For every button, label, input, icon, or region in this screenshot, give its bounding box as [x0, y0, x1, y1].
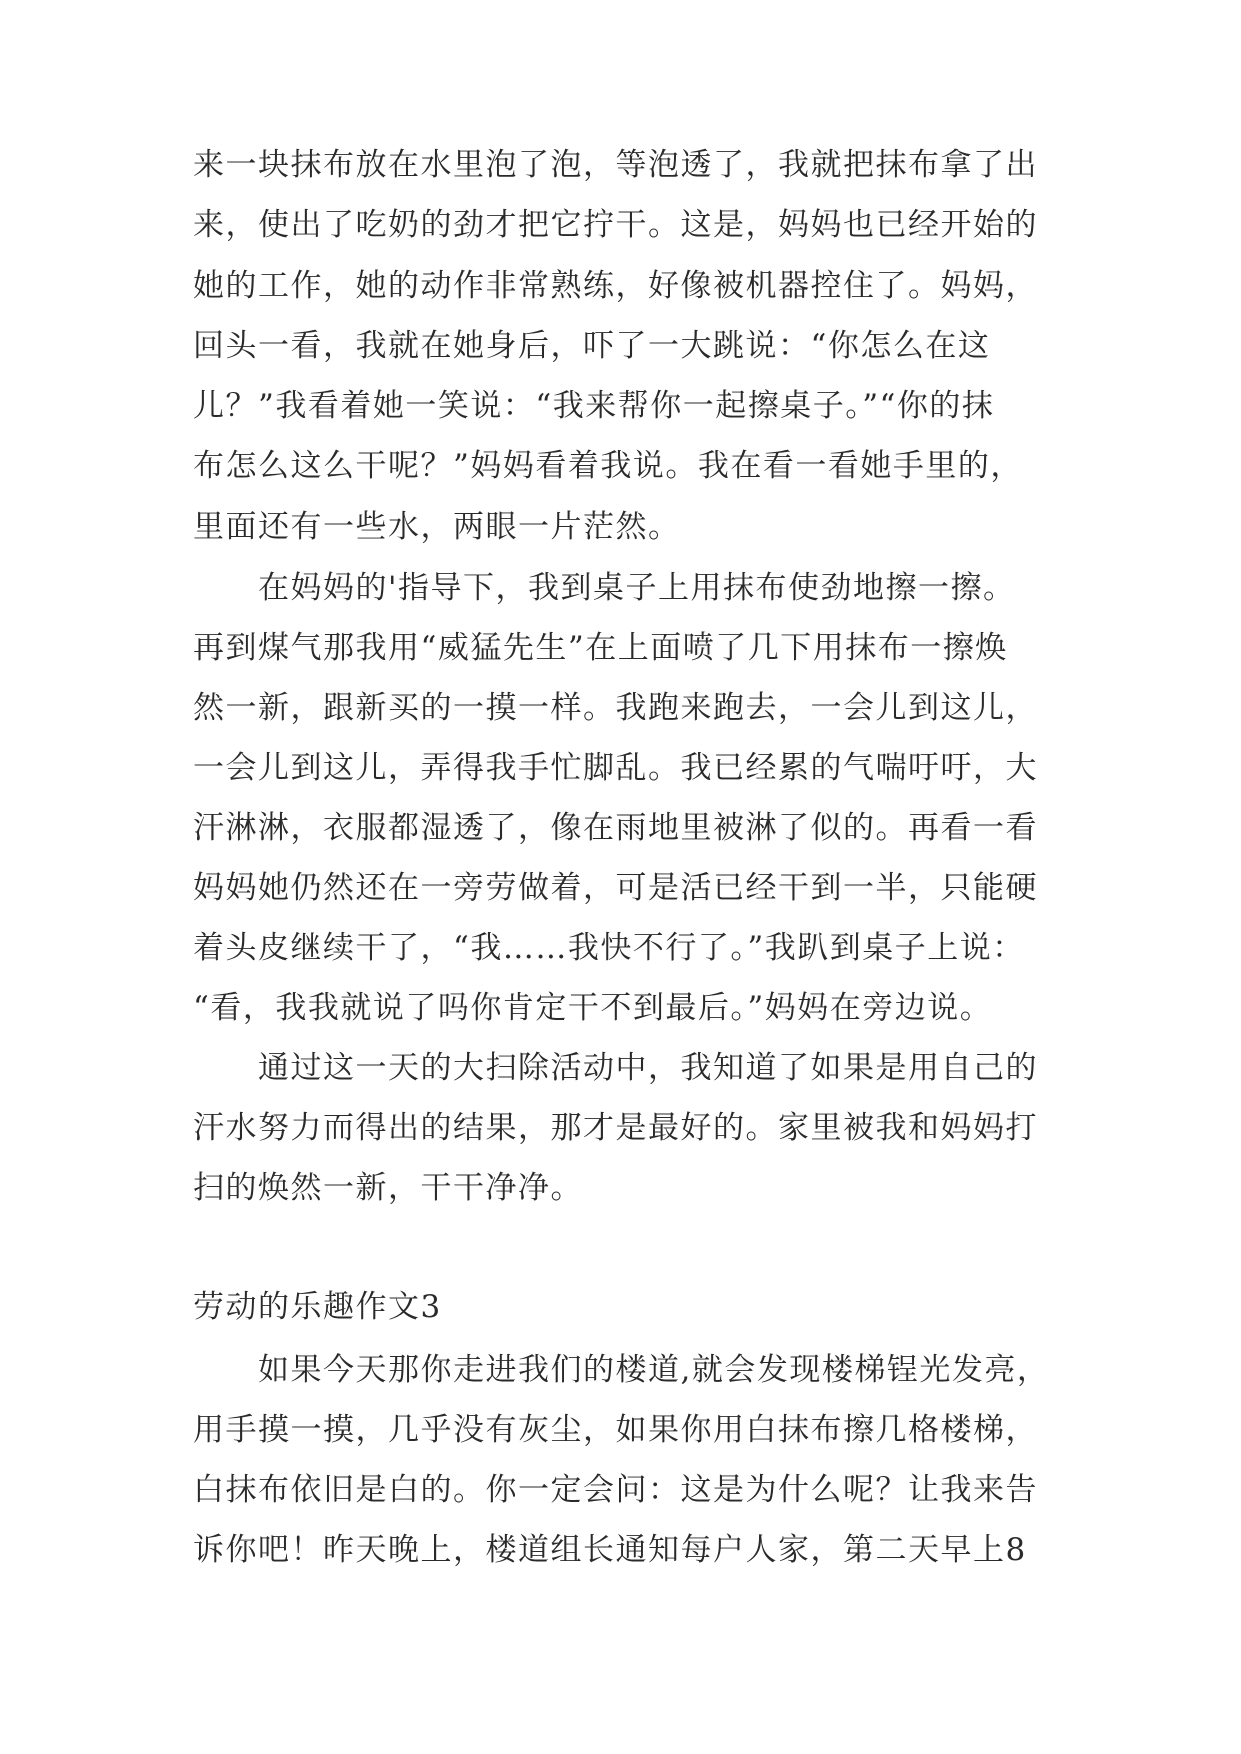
text-line: 然一新，跟新买的一摸一样。我跑来跑去，一会儿到这儿，: [193, 690, 1038, 726]
text-line: 白抹布依旧是白的。你一定会问：这是为什么呢？让我来告: [193, 1472, 1038, 1508]
text-line: 来，使出了吃奶的劲才把它拧干。这是，妈妈也已经开始的: [193, 207, 1038, 243]
text-line: 回头一看，我就在她身后，吓了一大跳说：“你怎么在这: [193, 328, 991, 364]
text-line: 来一块抹布放在水里泡了泡，等泡透了，我就把抹布拿了出: [193, 147, 1038, 183]
paragraph-start-line: 如果今天那你走进我们的楼道,就会发现楼梯锃光发亮，: [258, 1352, 1050, 1388]
text-line: 里面还有一些水，两眼一片茫然。: [193, 509, 681, 545]
text-line: 一会儿到这儿，弄得我手忙脚乱。我已经累的气喘吁吁，大: [193, 750, 1038, 786]
section-heading: 劳动的乐趣作文3: [193, 1289, 442, 1325]
text-line: 妈妈她仍然还在一旁劳做着，可是活已经干到一半，只能硬: [193, 870, 1038, 906]
text-line: 汗淋淋，衣服都湿透了，像在雨地里被淋了似的。再看一看: [193, 810, 1038, 846]
text-line: “看，我我就说了吗你肯定干不到最后。”妈妈在旁边说。: [193, 990, 993, 1026]
paragraph-start-line: 在妈妈的'指导下，我到桌子上用抹布使劲地擦一擦。: [258, 570, 1016, 606]
paragraph-start-line: 通过这一天的大扫除活动中，我知道了如果是用自己的: [258, 1050, 1038, 1086]
text-line: 着头皮继续干了，“我……我快不行了。”我趴到桌子上说：: [193, 930, 1025, 966]
text-line: 再到煤气那我用“威猛先生”在上面喷了几下用抹布一擦焕: [193, 630, 1008, 666]
text-line: 她的工作，她的动作非常熟练，好像被机器控住了。妈妈，: [193, 268, 1038, 304]
text-line: 汗水努力而得出的结果，那才是最好的。家里被我和妈妈打: [193, 1110, 1038, 1146]
text-line: 用手摸一摸，几乎没有灰尘，如果你用白抹布擦几格楼梯，: [193, 1412, 1038, 1448]
text-line: 诉你吧！昨天晚上，楼道组长通知每户人家，第二天早上8: [193, 1532, 1027, 1568]
text-line: 扫的焕然一新，干干净净。: [193, 1170, 583, 1206]
text-line: 儿？”我看着她一笑说：“我来帮你一起擦桌子。”“你的抹: [193, 388, 995, 424]
text-line: 布怎么这么干呢？”妈妈看着我说。我在看一看她手里的，: [193, 448, 1023, 484]
